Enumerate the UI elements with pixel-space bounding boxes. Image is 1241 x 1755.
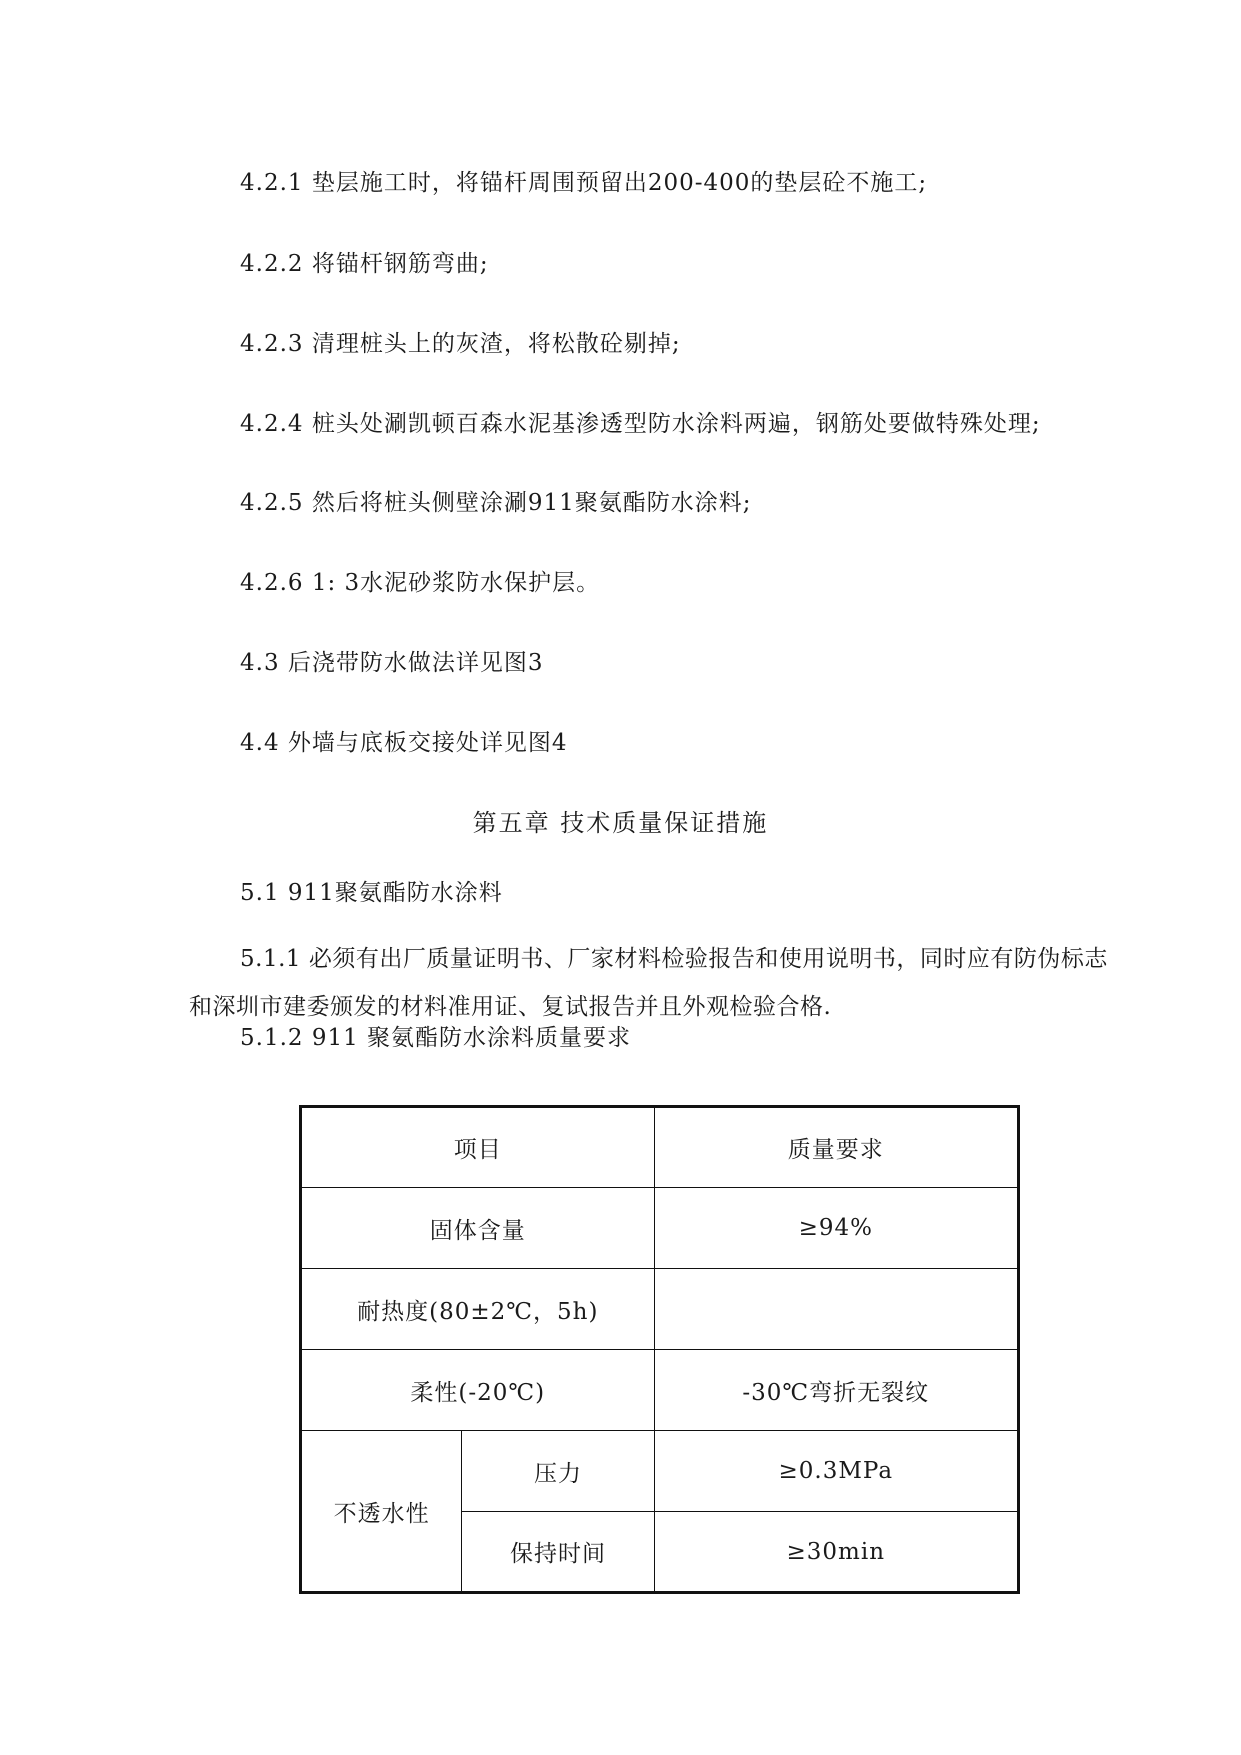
section-5-1-title: 5.1 911聚氨酯防水涂料 xyxy=(240,880,503,906)
table-row xyxy=(301,1269,1019,1350)
table-header-row xyxy=(301,1107,1019,1188)
clause-5-1-1: 5.1.1 必须有出厂质量证明书、厂家材料检验报告和使用说明书，同时应有防伪标志和深圳市建委颁发的材料准用证、复试报告并且外观检验合格. xyxy=(189,946,1108,1020)
item-cell: 柔性(-20℃) xyxy=(301,1350,655,1431)
clause-4-2-5: 4.2.5 然后将桩头侧壁涂涮911聚氨酯防水涂料; xyxy=(240,490,752,516)
quality-requirements-table xyxy=(299,1105,1020,1594)
clause-4-2-4: 4.2.4 桩头处涮凯顿百森水泥基渗透型防水涂料两遍，钢筋处要做特殊处理; xyxy=(240,411,1041,437)
requirement-cell: ≥30min xyxy=(654,1512,1018,1593)
table-row xyxy=(301,1188,1019,1269)
clause-4-4: 4.4 外墙与底板交接处详见图4 xyxy=(240,730,568,756)
header-requirement-cell: 质量要求 xyxy=(654,1107,1018,1188)
requirement-cell: -30℃弯折无裂纹 xyxy=(654,1350,1018,1431)
clause-5-1-2: 5.1.2 911 聚氨酯防水涂料质量要求 xyxy=(240,1025,632,1051)
item-cell: 固体含量 xyxy=(301,1188,655,1269)
clause-4-2-2: 4.2.2 将锚杆钢筋弯曲; xyxy=(240,251,489,277)
clause-4-3: 4.3 后浇带防水做法详见图3 xyxy=(240,650,544,676)
clause-4-2-3: 4.2.3 清理桩头上的灰渣，将松散砼剔掉; xyxy=(240,331,681,357)
requirement-cell xyxy=(654,1269,1018,1350)
requirement-cell: ≥94% xyxy=(654,1188,1018,1269)
chapter-heading: 第五章 技术质量保证措施 xyxy=(472,809,769,837)
requirement-cell: ≥0.3MPa xyxy=(654,1431,1018,1512)
clause-4-2-1: 4.2.1 垫层施工时，将锚杆周围预留出200-400的垫层砼不施工; xyxy=(240,170,928,196)
sub-item-cell: 保持时间 xyxy=(462,1512,654,1593)
sub-item-cell: 压力 xyxy=(462,1431,654,1512)
item-cell: 耐热度(80±2℃，5h) xyxy=(301,1269,655,1350)
clause-4-2-6: 4.2.6 1: 3水泥砂浆防水保护层。 xyxy=(240,570,601,596)
group-label-cell: 不透水性 xyxy=(301,1431,462,1593)
table-row xyxy=(301,1431,1019,1512)
header-item-cell: 项目 xyxy=(301,1107,655,1188)
table-row xyxy=(301,1350,1019,1431)
